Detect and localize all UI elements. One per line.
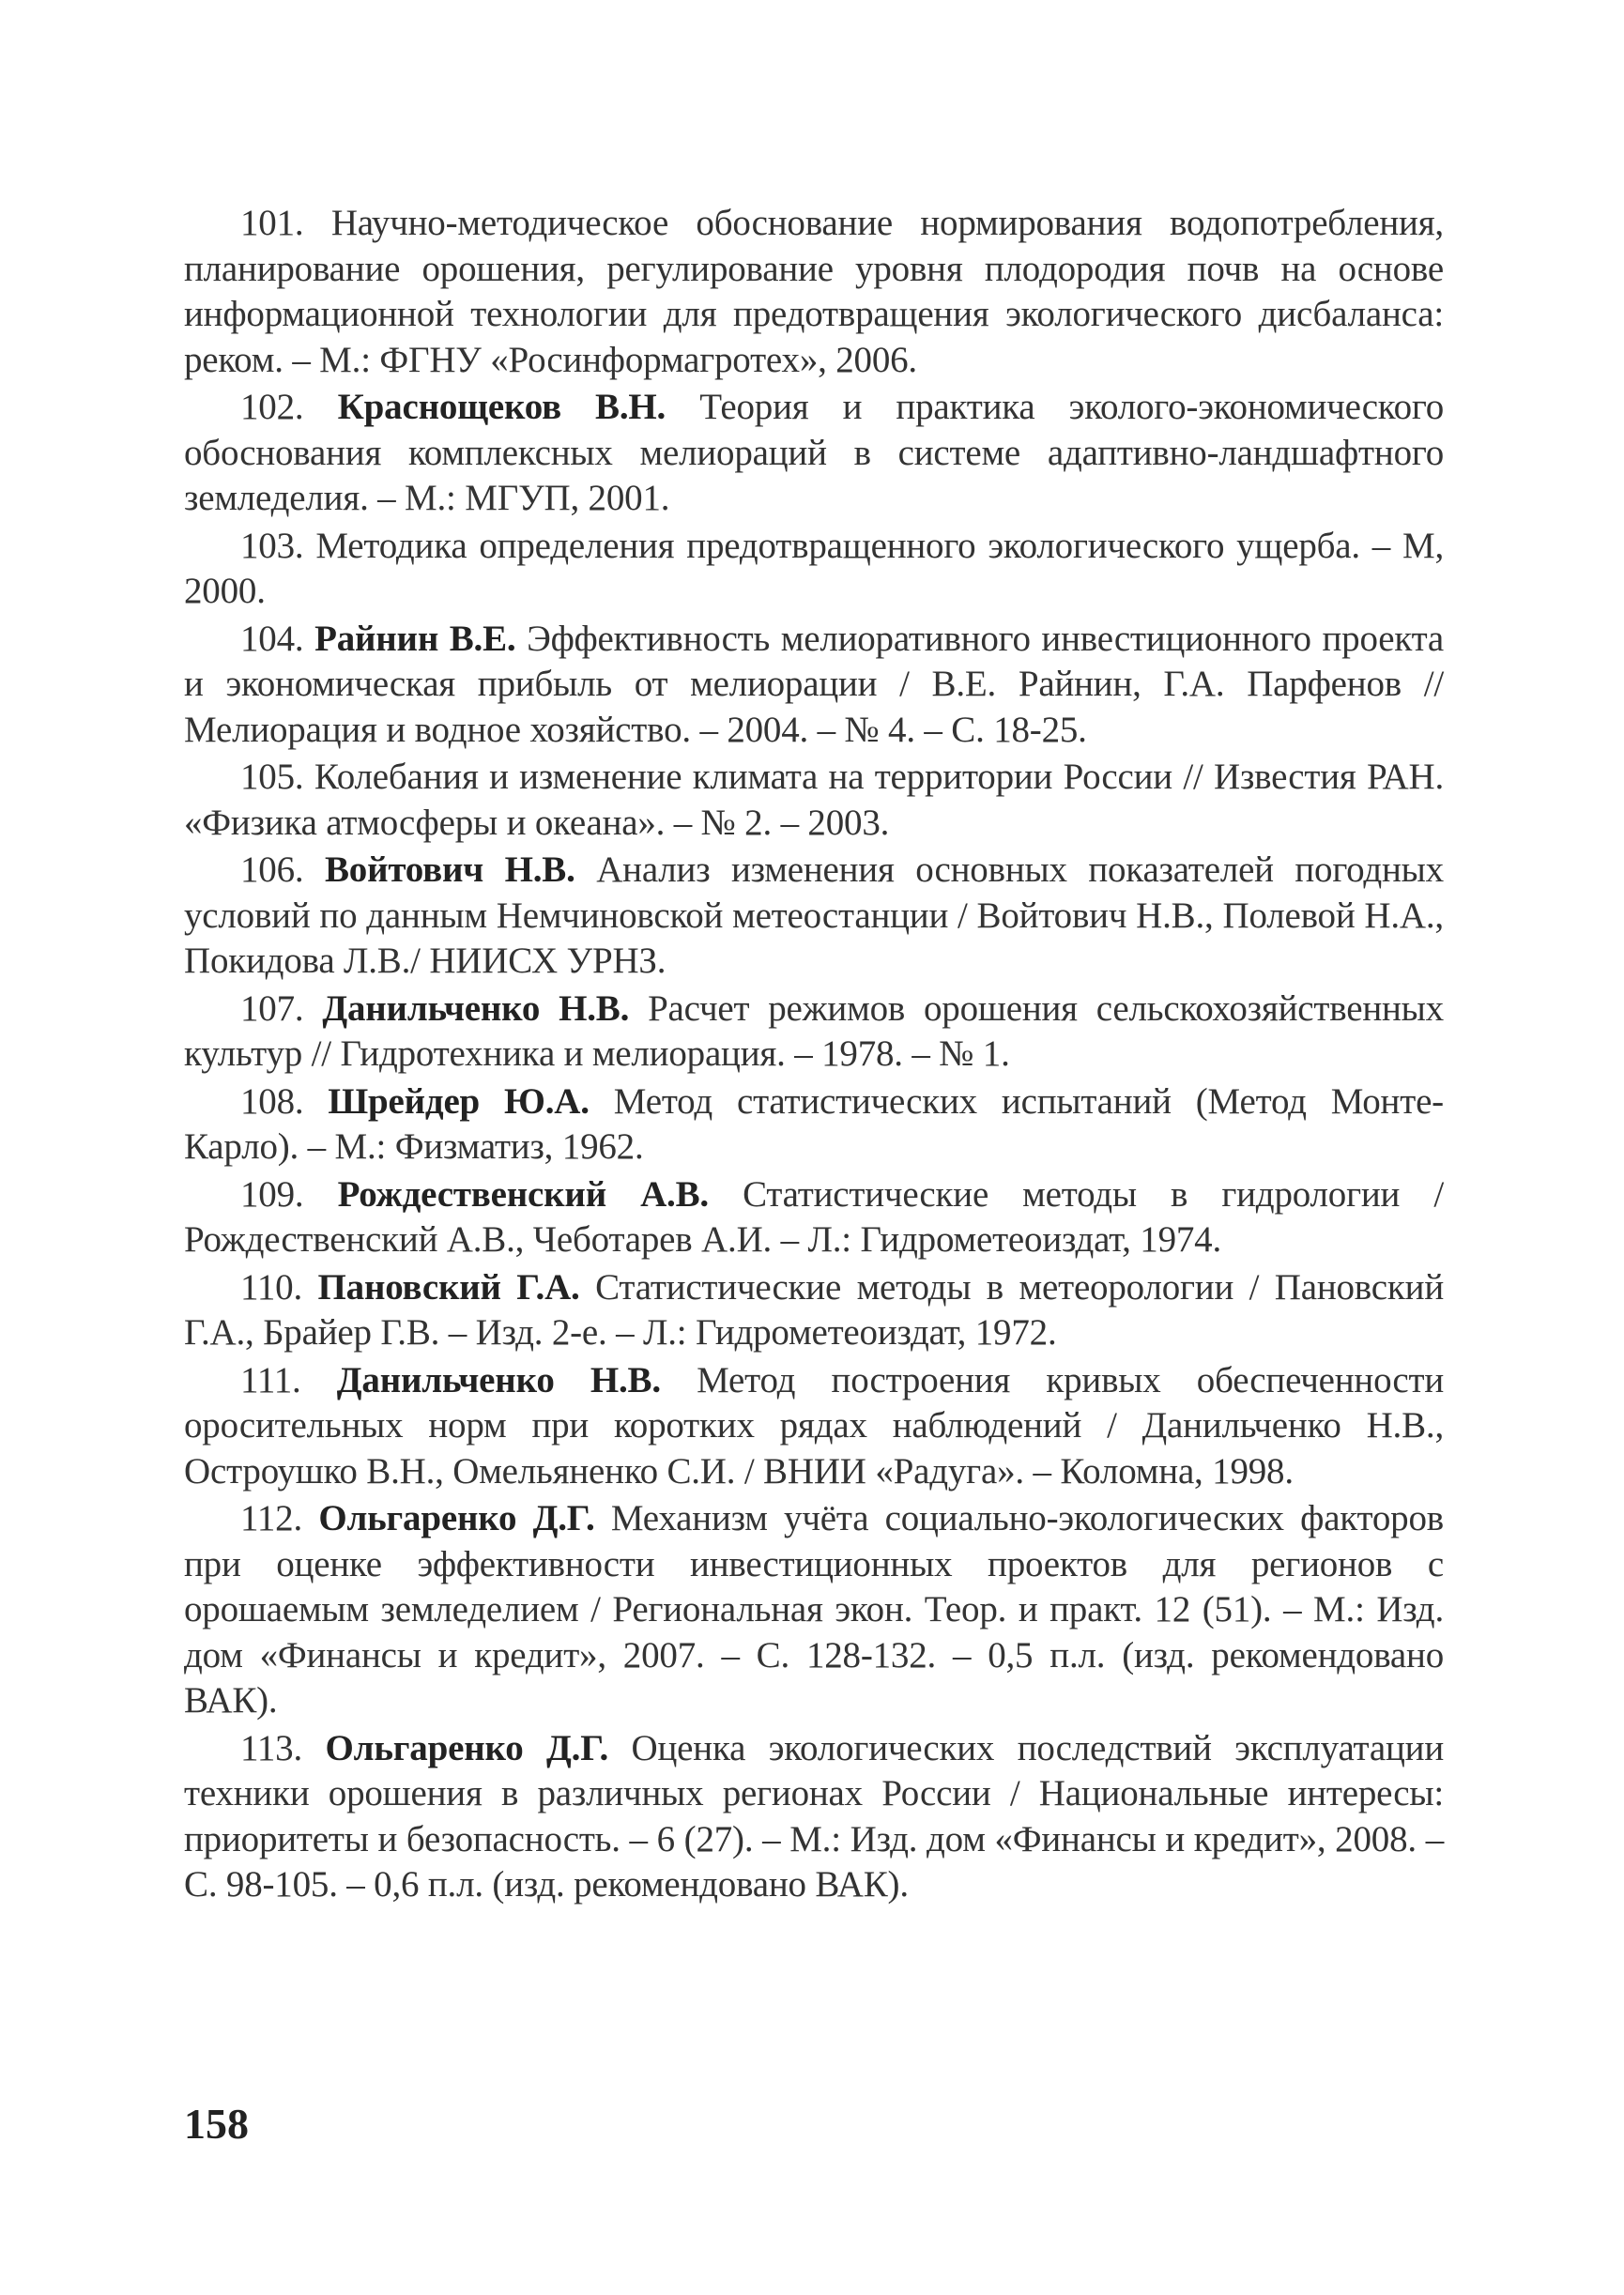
reference-number: 106. <box>240 849 304 890</box>
reference-text: Статистические методы в метеорологии / Пановский Г.А., Брайер Г.В. – Изд. 2-е. – Л.: Гидрометеоиздат, 1972. <box>184 1266 1444 1353</box>
reference-text: Научно-методическое обоснование нормирования водопотребления, планирование орошения, регулирование уровня плодородия почв на основе информационной технологии для предотвращения экологического дисбаланса: реком. – М.: ФГНУ «Росинформагротех», 2006. <box>184 203 1444 380</box>
reference-number: 101. <box>240 203 304 243</box>
reference-number: 103. <box>240 525 304 566</box>
reference-author: Данильченко Н.В. <box>336 1359 661 1400</box>
reference-number: 111. <box>240 1359 301 1400</box>
reference-item <box>184 1265 1444 1356</box>
reference-item <box>184 755 1444 846</box>
reference-author: Шрейдер Ю.А. <box>328 1080 590 1122</box>
reference-number: 108. <box>240 1080 304 1122</box>
reference-item <box>184 987 1444 1078</box>
reference-text: Колебания и изменение климата на территории России // Известия РАН. «Физика атмосферы и океана». – № 2. – 2003. <box>184 757 1444 843</box>
reference-text: Статистические методы в гидрологии / Рождественский А.В., Чеботарев А.И. – Л.: Гидрометеоиздат, 1974. <box>184 1173 1444 1260</box>
reference-author: Данильченко Н.В. <box>322 987 630 1029</box>
page-number: 158 <box>184 2100 249 2148</box>
reference-item <box>184 201 1444 383</box>
reference-number: 110. <box>240 1266 303 1308</box>
reference-number: 109. <box>240 1173 304 1215</box>
reference-text: Оценка экологических последствий эксплуатации техники орошения в различных регионах России / Национальные интересы: приоритеты и безопасность. – 6 (27). – М.: Изд. дом «Финансы и кредит», 2008. – С. 98-105. – 0,6 п.л. (изд. рекомендовано ВАК). <box>184 1727 1444 1905</box>
reference-text: Анализ изменения основных показателей погодных условий по данным Немчиновской метеостанции / Войтович Н.В., Полевой Н.А., Покидова Л.В./ НИИСХ УРНЗ. <box>184 849 1444 981</box>
reference-author: Рождественский А.В. <box>337 1173 709 1215</box>
reference-text: Механизм учёта социально-экологических факторов при оценке эффективности инвестиционных проектов для регионов с орошаемым земледелием / Региональная экон. Теор. и практ. 12 (51). – М.: Изд. дом «Финансы и кредит», 2007. – С. 128-132. – 0,5 п.л. (изд. рекомендовано ВАК). <box>184 1498 1444 1721</box>
reference-item <box>184 524 1444 615</box>
reference-list <box>184 201 1444 1910</box>
reference-number: 112. <box>240 1498 303 1538</box>
reference-item <box>184 1079 1444 1170</box>
reference-text: Метод статистических испытаний (Метод Монте-Карло). – М.: Физматиз, 1962. <box>184 1080 1444 1167</box>
reference-item <box>184 848 1444 985</box>
reference-item <box>184 385 1444 522</box>
reference-item <box>184 1172 1444 1263</box>
reference-author: Краснощеков В.Н. <box>337 387 666 427</box>
reference-text: Расчет режимов орошения сельскохозяйственных культур // Гидротехника и мелиорация. – 1978. – № 1. <box>184 987 1444 1074</box>
reference-text: Методика определения предотвращенного экологического ущерба. – М, 2000. <box>184 525 1444 611</box>
reference-item <box>184 1358 1444 1495</box>
reference-item <box>184 617 1444 754</box>
reference-text: Эффективность мелиоративного инвестиционного проекта и экономическая прибыль от мелиорации / В.Е. Райнин, Г.А. Парфенов // Мелиорация и водное хозяйство. – 2004. – № 4. – С. 18-25. <box>184 618 1444 750</box>
reference-author: Пановский Г.А. <box>317 1266 580 1308</box>
reference-author: Ольгаренко Д.Г. <box>318 1498 595 1538</box>
reference-text: Теория и практика эколого-экономического обоснования комплексных мелиораций в системе адаптивно-ландшафтного земледелия. – М.: МГУП, 2001. <box>184 387 1445 518</box>
reference-number: 107. <box>240 987 304 1029</box>
reference-author: Ольгаренко Д.Г. <box>325 1727 608 1768</box>
reference-number: 105. <box>240 757 304 797</box>
reference-number: 102. <box>240 387 304 427</box>
reference-number: 113. <box>240 1727 303 1768</box>
reference-author: Войтович Н.В. <box>324 849 575 890</box>
reference-text: Метод построения кривых обеспеченности оросительных норм при коротких рядах наблюдений / Данильченко Н.В., Остроушко В.Н., Омельяненко С.И. / ВНИИ «Радуга». – Коломна, 1998. <box>184 1359 1444 1492</box>
reference-item <box>184 1496 1444 1724</box>
reference-item <box>184 1726 1444 1908</box>
reference-number: 104. <box>240 618 304 659</box>
reference-author: Райнин В.Е. <box>314 618 516 659</box>
